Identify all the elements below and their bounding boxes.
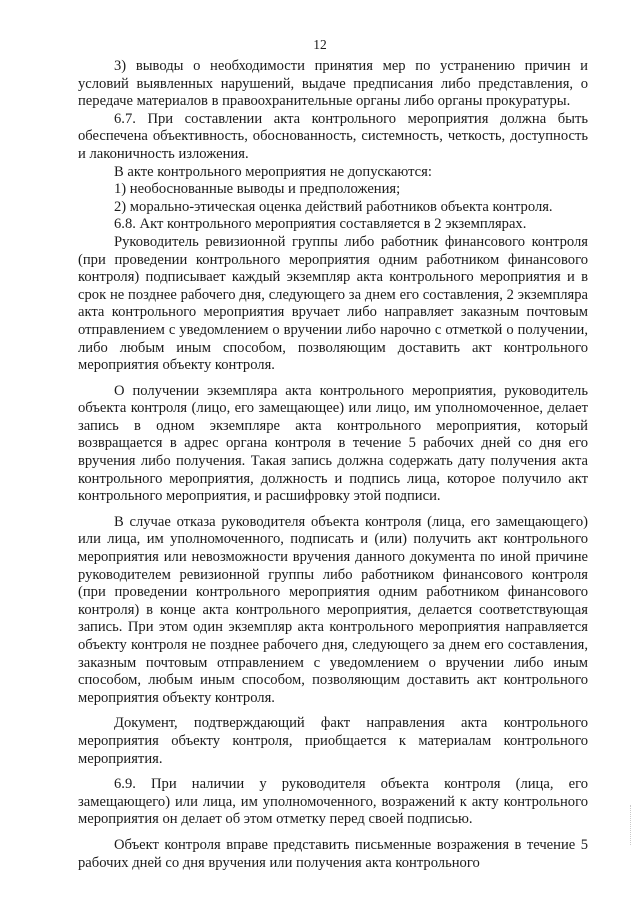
paragraph-receipt: О получении экземпляра акта контрольного мероприятия, руководитель объекта контроля (лицо, его замещающее) или лицо, им уполномоченное, делает запись в одном экземпляре акта контрольного мероприятия, который возвращается в адрес органа контроля в течение 5 рабочих дней со дня его вручения либо получения. Такая запись должна содержать дату получения акта контрольного мероприятия, должность и подпись лица, которое получило акт контрольного мероприятия, и расшифровку этой подписи. (78, 382, 588, 505)
page-number: 12 (313, 37, 327, 52)
document-body (78, 58, 588, 872)
list-item-2: 2) морально-этическая оценка действий работников объекта контроля. (114, 198, 553, 215)
list-item-1: 1) необоснованные выводы и предположения; (114, 181, 401, 198)
paragraph-not-allowed-intro: В акте контрольного мероприятия не допускаются: (114, 163, 432, 180)
scan-edge-mark (630, 805, 634, 845)
paragraph-document-confirmation: Документ, подтверждающий факт направления акта контрольного мероприятия объекту контроля, приобщается к материалам контрольного мероприятия. (78, 715, 588, 767)
paragraph-objections: Объект контроля вправе представить письменные возражения в течение 5 рабочих дней со дня вручения или получения акта контрольного (78, 836, 588, 871)
paragraph-6-8: 6.8. Акт контрольного мероприятия составляется в 2 экземплярах. (114, 216, 527, 233)
paragraph-signing: Руководитель ревизионной группы либо работник финансового контроля (при проведении контрольного мероприятия одним работником финансового контроля) подписывает каждый экземпляр акта контрольного мероприятия и в срок не позднее рабочего дня, следующего за днем его составления, 2 экземпляра акта контрольного мероприятия вручает либо направляет заказным почтовым отправлением с уведомлением о вручении либо нарочно с отметкой о получении, либо любым иным способом, позволяющим доставить акт контрольного мероприятия объекту контроля. (78, 233, 588, 374)
paragraph-conclusions: 3) выводы о необходимости принятия мер по устранению причин и условий выявленных нарушений, выдаче предписания либо представления, о передаче материалов в правоохранительные органы либо органы прокуратуры. (78, 58, 588, 110)
paragraph-refusal: В случае отказа руководителя объекта контроля (лица, его замещающего) или лица, им уполномоченного, подписать и (или) получить акт контрольного мероприятия или невозможности вручения данного документа по иной причине руководителем ревизионной группы либо работником финансового контроля (при проведении контрольного мероприятия одним работником финансового контроля) в конце акта контрольного мероприятия, делается соответствующая запись. При этом один экземпляр акта контрольного мероприятия направляется объекту контроля не позднее рабочего дня, следующего за днем его составления, заказным почтовым отправлением с уведомлением о вручении либо иным способом, любым иным способом, позволяющим доставить акт контрольного мероприятия объекту контроля. (78, 513, 588, 706)
paragraph-6-7: 6.7. При составлении акта контрольного мероприятия должна быть обеспечена объективность, обоснованность, системность, четкость, доступность и лаконичность изложения. (78, 110, 588, 162)
paragraph-6-9: 6.9. При наличии у руководителя объекта контроля (лица, его замещающего) или лица, им уполномоченного, возражений к акту контрольного мероприятия он делает об этом отметку перед своей подписью. (78, 776, 588, 828)
